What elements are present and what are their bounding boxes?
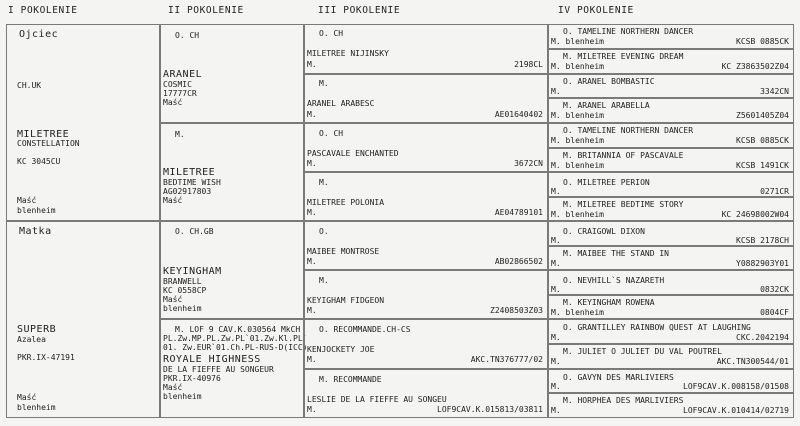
- header-gen-2: II POKOLENIE: [168, 5, 244, 16]
- gen3-box-5: [304, 221, 548, 270]
- gen2-line: PKR.IX-40976: [163, 374, 221, 383]
- gen2-subtitle: 01. Zw.EUR`01.Ch.PL-RUS-D(ICC): [163, 343, 308, 352]
- gen2-name: ARANEL: [163, 69, 203, 80]
- gen4-m: M. blenheim: [551, 62, 604, 71]
- gen3-title: M.: [319, 178, 329, 187]
- gen4-reg: Z5601405Z04: [736, 111, 789, 120]
- gen2-line: AG02917803: [163, 187, 212, 196]
- gen4-reg: LOF9CAV.K.008158/01508: [683, 382, 789, 391]
- gen3-reg: Z2408503Z03: [490, 306, 543, 315]
- gen4-m: M. blenheim: [551, 161, 604, 170]
- gen3-box-3: [304, 123, 548, 172]
- gen3-m: M.: [307, 405, 317, 414]
- gen4-box-15: [548, 369, 794, 393]
- gen3-title: M. RECOMMANDE: [319, 375, 382, 384]
- gen3-title: O.: [319, 227, 329, 236]
- gen3-title: O. RECOMMANDE.CH-CS: [319, 325, 411, 334]
- gen4-box-4: [548, 98, 794, 123]
- gen3-reg: AKC.TN376777/02: [470, 355, 543, 364]
- gen4-box-2: [548, 49, 794, 74]
- gen3-reg: 3672CN: [514, 159, 543, 168]
- gen3-m: M.: [307, 355, 317, 364]
- gen4-reg: KC 24698002W04: [721, 210, 789, 219]
- gen2-title: O. CH: [175, 31, 200, 40]
- gen3-title: O. CH: [319, 129, 344, 138]
- gen3-m: M.: [307, 257, 317, 266]
- gen4-reg: KCSB 0885CK: [736, 136, 789, 145]
- gen2-name: KEYINGHAM: [163, 266, 222, 277]
- gen2-line: Maść: [163, 98, 183, 107]
- gen2-line: blenheim: [163, 304, 202, 313]
- sire-number: KC 3045CU: [17, 157, 61, 166]
- gen4-reg: KC Z3863502Z04: [721, 62, 789, 71]
- gen3-box-6: [304, 270, 548, 319]
- gen2-box-4: [160, 319, 308, 418]
- gen2-name: ROYALE HIGHNESS: [163, 354, 261, 365]
- sire-name-2: CONSTELLATION: [17, 139, 80, 148]
- gen3-m: M.: [307, 60, 317, 69]
- gen4-m: M.: [551, 333, 561, 342]
- dam-label: Matka: [19, 226, 52, 237]
- gen4-box-6: [548, 148, 794, 172]
- gen3-name: LESLIE DE LA FIEFFE AU SONGEU: [307, 395, 447, 404]
- gen2-line: Maść: [163, 383, 183, 392]
- gen1-dam-box: [6, 221, 160, 418]
- gen2-line: 17777CR: [163, 89, 197, 98]
- gen4-reg: KCSB 2178CH: [736, 236, 789, 245]
- gen4-box-14: [548, 344, 794, 369]
- gen4-name: M. MAIBEE THE STAND IN: [563, 249, 669, 258]
- sire-masc: Maść: [17, 196, 37, 205]
- gen4-reg: Y0882903Y01: [736, 259, 789, 268]
- gen3-name: KEYIGHAM FIDGEON: [307, 296, 385, 305]
- gen3-reg: 2198CL: [514, 60, 543, 69]
- sire-name: MILETREE: [17, 129, 70, 140]
- dam-masc: Maść: [17, 393, 37, 402]
- gen3-reg: LOF9CAV.K.015813/03811: [437, 405, 543, 414]
- gen4-reg: LOF9CAV.K.010414/02719: [683, 406, 789, 415]
- gen4-m: M.: [551, 357, 561, 366]
- gen4-reg: AKC.TN300544/01: [716, 357, 789, 366]
- gen4-reg: 0804CF: [760, 308, 789, 317]
- gen2-line: Maść: [163, 295, 183, 304]
- gen2-line: BEDTIME WISH: [163, 178, 221, 187]
- gen4-name: O. GAVYN DES MARLIVIERS: [563, 373, 674, 382]
- gen2-box-2: [160, 123, 304, 221]
- sire-label: Ojciec: [19, 29, 59, 40]
- sire-color: blenheim: [17, 206, 56, 215]
- gen4-box-8: [548, 197, 794, 221]
- gen2-line: blenheim: [163, 392, 202, 401]
- header-gen-3: III POKOLENIE: [318, 5, 401, 16]
- gen3-title: M.: [319, 276, 329, 285]
- gen4-name: O. MILETREE PERION: [563, 178, 650, 187]
- gen3-name: ARANEL ARABESC: [307, 99, 375, 108]
- gen3-m: M.: [307, 159, 317, 168]
- gen3-title: O. CH: [319, 29, 344, 38]
- gen4-name: O. TAMELINE NORTHERN DANCER: [563, 27, 694, 36]
- gen3-box-2: [304, 74, 548, 123]
- gen4-reg: 0832CK: [760, 285, 789, 294]
- gen3-name: MILETREE POLONIA: [307, 198, 385, 207]
- gen4-m: M.: [551, 259, 561, 268]
- gen4-box-3: [548, 74, 794, 98]
- gen3-reg: AB02866502: [494, 257, 543, 266]
- dam-name: SUPERB: [17, 324, 57, 335]
- gen3-reg: AE01640402: [494, 110, 543, 119]
- gen4-m: M.: [551, 285, 561, 294]
- gen4-m: M. blenheim: [551, 111, 604, 120]
- gen4-name: O. ARANEL BOMBASTIC: [563, 77, 655, 86]
- gen4-box-7: [548, 172, 794, 197]
- gen3-box-8: [304, 369, 548, 418]
- gen4-m: M.: [551, 236, 561, 245]
- gen4-box-5: [548, 123, 794, 148]
- gen4-name: M. BRITANNIA OF PASCAVALE: [563, 151, 684, 160]
- gen2-title: M.: [175, 130, 185, 139]
- gen4-m: M. blenheim: [551, 136, 604, 145]
- gen3-box-7: [304, 319, 548, 369]
- gen3-title: M.: [319, 79, 329, 88]
- gen2-name: MILETREE: [163, 167, 216, 178]
- gen4-reg: 0271CR: [760, 187, 789, 196]
- gen2-subtitle: PL.Zw.MP.PL.Zw.PL`01.Zw.Kl.PL`: [163, 334, 308, 343]
- gen3-name: MAIBEE MONTROSE: [307, 247, 380, 256]
- gen4-name: M. MILETREE BEDTIME STORY: [563, 200, 684, 209]
- sire-title: CH.UK: [17, 81, 42, 90]
- gen4-m: M.: [551, 187, 561, 196]
- gen4-box-12: [548, 295, 794, 319]
- gen3-box-4: [304, 172, 548, 221]
- gen2-box-1: [160, 24, 304, 123]
- dam-color: blenheim: [17, 403, 56, 412]
- gen4-box-13: [548, 319, 794, 344]
- dam-number: PKR.IX-47191: [17, 353, 75, 362]
- gen2-title: O. CH.GB: [175, 227, 214, 236]
- gen1-sire-box: [6, 24, 160, 221]
- gen2-line: Maść: [163, 196, 183, 205]
- gen4-reg: 3342CN: [760, 87, 789, 96]
- gen2-title: M. LOF 9 CAV.K.030564 MkCH: [175, 325, 301, 334]
- gen4-box-16: [548, 393, 794, 418]
- gen4-m: M. blenheim: [551, 308, 604, 317]
- gen3-name: PASCAVALE ENCHANTED: [307, 149, 399, 158]
- dam-name-2: Azalea: [17, 335, 46, 344]
- gen3-m: M.: [307, 306, 317, 315]
- gen4-name: M. HORPHEA DES MARLIVIERS: [563, 396, 684, 405]
- gen4-name: O. NEVHILL`S NAZARETH: [563, 276, 665, 285]
- gen2-line: KC 0558CP: [163, 286, 207, 295]
- gen3-box-1: [304, 24, 548, 74]
- gen2-line: COSMIC: [163, 80, 192, 89]
- gen4-reg: KCSB 1491CK: [736, 161, 789, 170]
- gen4-name: M. KEYINGHAM ROWENA: [563, 298, 655, 307]
- gen2-box-3: [160, 221, 304, 319]
- gen2-line: BRANWELL: [163, 277, 202, 286]
- gen4-name: M. ARANEL ARABELLA: [563, 101, 650, 110]
- gen4-name: O. TAMELINE NORTHERN DANCER: [563, 126, 694, 135]
- header-gen-4: IV POKOLENIE: [558, 5, 634, 16]
- gen4-name: M. MILETREE EVENING DREAM: [563, 52, 684, 61]
- gen4-reg: KCSB 0885CK: [736, 37, 789, 46]
- gen4-box-10: [548, 246, 794, 270]
- gen4-box-9: [548, 221, 794, 246]
- gen2-line: DE LA FIEFFE AU SONGEUR: [163, 365, 274, 374]
- gen3-m: M.: [307, 208, 317, 217]
- gen4-reg: CKC.2042194: [736, 333, 789, 342]
- gen4-m: M. blenheim: [551, 37, 604, 46]
- gen4-m: M. blenheim: [551, 210, 604, 219]
- gen4-box-11: [548, 270, 794, 295]
- gen4-name: O. GRANTILLEY RAINBOW QUEST AT LAUGHING: [563, 323, 751, 332]
- gen4-box-1: [548, 24, 794, 49]
- gen3-name: MILETREE NIJINSKY: [307, 49, 389, 58]
- gen4-name: O. CRAIGOWL DIXON: [563, 227, 645, 236]
- gen4-m: M.: [551, 382, 561, 391]
- gen4-m: M.: [551, 87, 561, 96]
- gen3-name: KENJOCKETY JOE: [307, 345, 375, 354]
- gen3-m: M.: [307, 110, 317, 119]
- gen4-m: M.: [551, 406, 561, 415]
- gen3-reg: AE04789101: [494, 208, 543, 217]
- header-gen-1: I POKOLENIE: [8, 5, 78, 16]
- gen4-name: M. JULIET O JULIET DU VAL POUTREL: [563, 347, 722, 356]
